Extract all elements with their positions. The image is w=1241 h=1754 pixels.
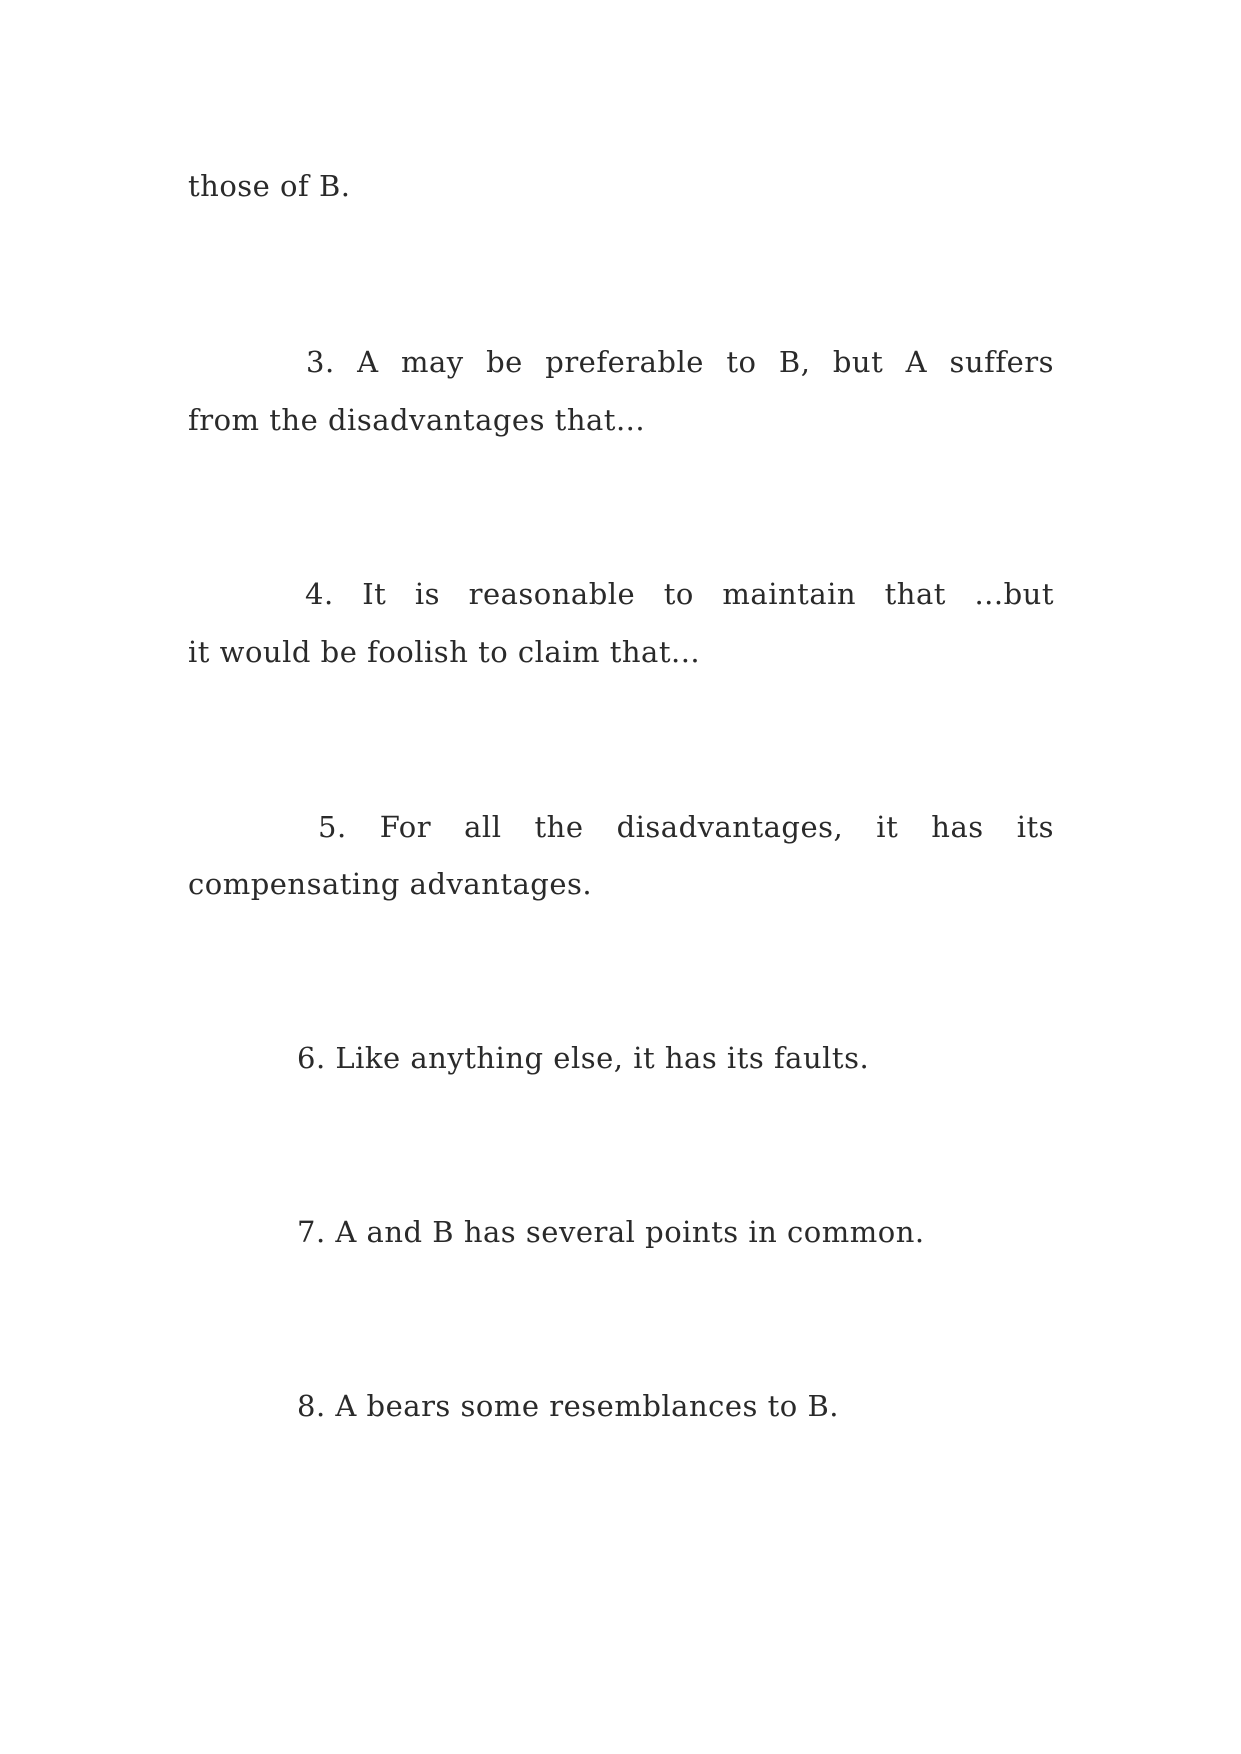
item-6: 6. Like anything else, it has its faults. xyxy=(297,1041,870,1075)
item-5-line-1: 5. For all the disadvantages, it has its xyxy=(318,810,1054,844)
item-3-line-2: from the disadvantages that... xyxy=(188,403,646,437)
item-4-line-1: 4. It is reasonable to maintain that ...but xyxy=(305,577,1054,611)
item-4-line-2: it would be foolish to claim that... xyxy=(188,635,701,669)
item-7: 7. A and B has several points in common. xyxy=(297,1215,925,1249)
item-3-line-1: 3. A may be preferable to B, but A suffers xyxy=(306,345,1054,379)
paragraph-2-tail: those of B. xyxy=(188,169,351,203)
item-8: 8. A bears some resemblances to B. xyxy=(297,1389,839,1423)
item-5-line-2: compensating advantages. xyxy=(188,867,593,901)
